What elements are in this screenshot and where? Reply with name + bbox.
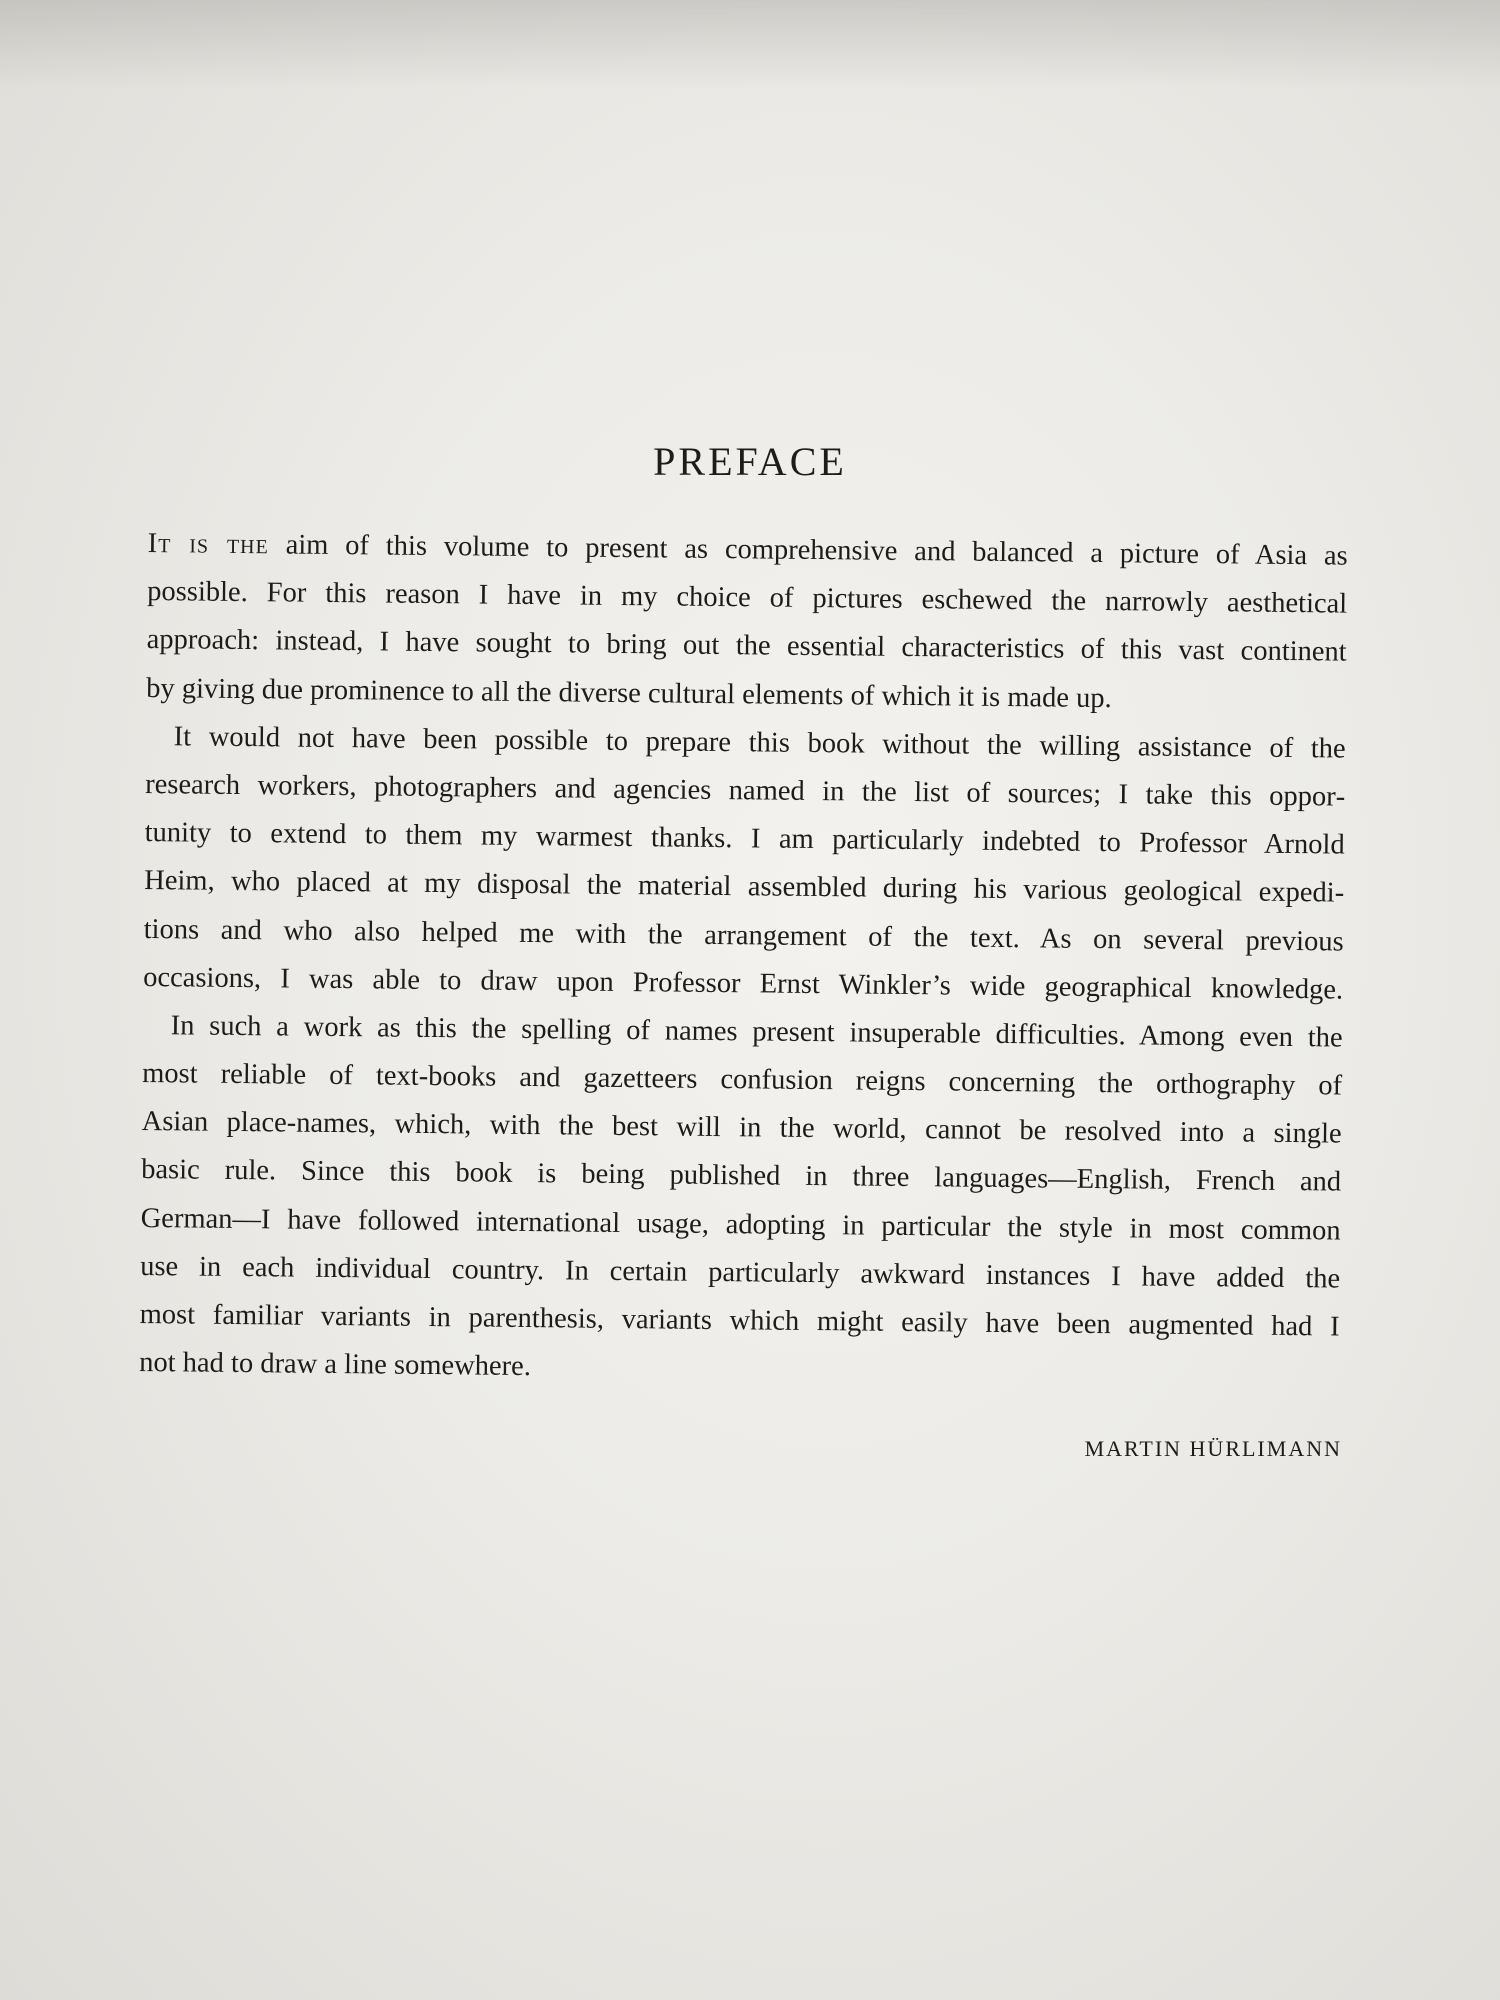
author-signature: MARTIN HÜRLIMANN [1084, 1436, 1342, 1461]
text-line: In such a work as this the spelling of names present insuperable difficulties. Among even the [170, 1010, 1343, 1054]
lead-in: It is the [147, 527, 269, 561]
text-line: research workers, photographers and agencies named in the list of sources; I take this oppor‐ [145, 768, 1346, 813]
text-line: Heim, who placed at my disposal the material assembled during his various geological expedi‐ [144, 865, 1345, 909]
text-line: most reliable of text‐books and gazetteers confusion reigns concerning the orthography of [142, 1058, 1343, 1102]
page-shadow [0, 0, 1500, 90]
text-line: not had to draw a line somewhere. [139, 1347, 532, 1383]
text-line: German—I have followed international usage, adopting in particular the style in most common [140, 1202, 1341, 1247]
preface-body [139, 520, 1348, 1400]
page-title: PREFACE [653, 439, 847, 484]
text-line: tions and who also helped me with the arrangement of the text. As on several previous [143, 913, 1344, 958]
text-line: most familiar variants in parenthesis, variants which might easily have been augmented had I [139, 1298, 1340, 1343]
text-line: basic rule. Since this book is being published in three languages—English, French and [141, 1154, 1342, 1198]
text-line: It is the aim of this volume to present as comprehensive and balanced a picture of Asia as [147, 527, 1348, 572]
text-line: It would not have been possible to prepare this book without the willing assistance of the [173, 721, 1346, 765]
text-line: occasions, I was able to draw upon Professor Ernst Winkler’s wide geographical knowledge. [143, 961, 1344, 1006]
text-line: possible. For this reason I have in my choice of pictures eschewed the narrowly aesthetical [147, 576, 1348, 620]
text-line: use in each individual country. In certain particularly awkward instances I have added the [140, 1250, 1341, 1295]
text-line: Asian place‐names, which, with the best will in the world, cannot be resolved into a single [141, 1106, 1342, 1150]
text-line: by giving due prominence to all the diverse cultural elements of which it is made up. [146, 672, 1112, 714]
text-line: approach: instead, I have sought to bring out the essential characteristics of this vast continent [146, 624, 1347, 668]
text-line: tunity to extend to them my warmest thanks. I am particularly indebted to Professor Arnold [144, 817, 1345, 861]
